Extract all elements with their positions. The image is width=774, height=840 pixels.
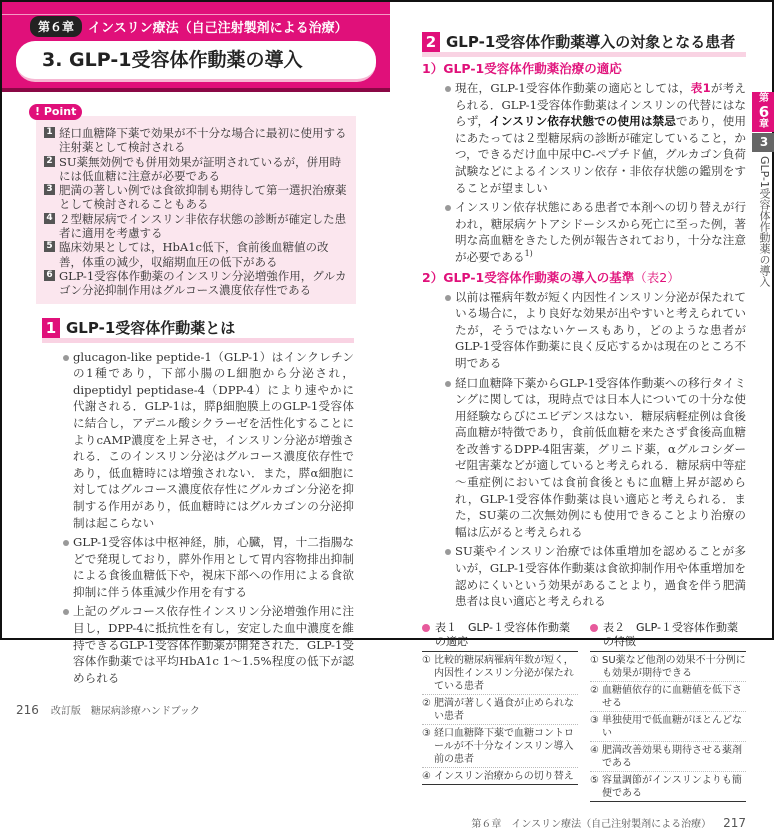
bullet-dot-icon [422, 624, 430, 632]
table-row [422, 768, 578, 785]
text: 表１ GLP-１受容体作動薬の適応 [435, 620, 571, 648]
emphasis: インスリン依存状態での使用は禁忌 [489, 114, 676, 129]
row-number: ① [422, 654, 431, 666]
bullet: GLP-1受容体は中枢神経，肺，心臓，胃，十二指腸などで発現しており，膵外作用として胃内容物排出抑制による食後血糖低下や，視床下部への作用による食欲抑制に伴う体重減少作用を有する [62, 534, 354, 600]
table-ref: （表2） [634, 269, 680, 285]
text: インスリン依存状態にある患者で本剤への切り替えが行われ，糖尿病ケトアシドーシスから死亡に至った例，著明な高血糖をきたした例が報告されており，十分な注意が必要である [455, 200, 746, 264]
section-number: 2 [422, 32, 440, 52]
text: 6 [758, 103, 770, 121]
bullet: glucagon-like peptide-1（GLP-1）はインクレチンの1種であり，下部小腸のL細胞から分泌され，dipeptidyl peptidase-4（DPP-4）により速やかに代謝される．GLP-1は，膵β細胞膜上のGLP-1受容体に結合し，アデニル酸シクラーゼを活性化することによりcAMP濃度を上昇させ，インスリン分泌が増強される．このインスリン分泌はグルコース濃度依存性であり，低血糖時には増強されない．また，膵α細胞に対してはグルコース濃度依存性にグルカゴン分泌を抑制する作用があり，低血糖時にはグルカゴンの分泌抑制は起こらない [62, 349, 354, 532]
row-text: 単独使用で低血糖がほとんどない [602, 714, 742, 739]
footer-right [422, 816, 746, 832]
text: であり，使用にあたっては２型糖尿病の診断が確定していること，かつ，できるだけ血中尿中C-ペプチド値，グルカゴン負荷試験などによるインスリン依存・非依存状態の鑑別をすることが望ましい [455, 114, 746, 195]
right-page [422, 32, 746, 840]
point-item [44, 183, 350, 212]
section-title: GLP-1受容体作動薬導入の対象となる患者 [446, 33, 736, 51]
chapter-running-head: 第６章 インスリン療法（自己注射製剤による治療） [471, 818, 712, 830]
point-label [29, 104, 82, 120]
section-2-heading [422, 32, 746, 57]
bullet [444, 199, 746, 265]
bullet-dot-icon [590, 624, 598, 632]
row-number: ④ [590, 744, 599, 756]
point-item [44, 269, 350, 298]
bullet: 上記のグルコース依存性インスリン分泌増強作用に注目し，DPP-4に抵抗性を有し，安定した血中濃度を維持できるGLP-1受容体作動薬が開発された．GLP-1受容体作動薬では平均HbA1c 1～1.5%程度の低下が認められる [62, 603, 354, 686]
tables-row [422, 621, 746, 802]
chapter-tab[interactable] [752, 92, 774, 132]
row-number: ② [590, 684, 599, 696]
row-number: ⑤ [590, 774, 599, 786]
point-item [44, 240, 350, 269]
text: 2）GLP-1受容体作動薬の導入の基準 [422, 269, 635, 285]
chapter-header-band [2, 2, 390, 92]
point-item [44, 212, 350, 241]
row-text: 容量調節がインスリンよりも簡便である [602, 774, 742, 799]
text: 表２ GLP-１受容体作動薬の特徴 [603, 620, 739, 648]
row-number: ③ [422, 727, 431, 739]
row-text: インスリン治療からの切り替え [434, 770, 574, 782]
section-title: GLP-1受容体作動薬とは [66, 318, 236, 337]
row-number: ③ [590, 714, 599, 726]
row-text: 肥満が著しく過食が止められない患者 [434, 697, 574, 722]
row-number: ④ [422, 770, 431, 782]
citation: 1) [524, 249, 533, 259]
header-stripe [2, 14, 390, 15]
item-text: GLP-1受容体作動薬のインスリン分泌増強作用，グルカゴン分泌抑制作用はグルコース濃度依存性である [59, 268, 347, 298]
page-number: 216 [16, 703, 39, 718]
point-box [36, 116, 356, 304]
item-number: 1 [44, 127, 55, 138]
page-number: 217 [723, 815, 746, 830]
text: Point [43, 105, 77, 118]
table-row [422, 652, 578, 695]
table-row [590, 682, 746, 712]
row-text: 血糖値依存的に血糖値を低下させる [602, 684, 742, 709]
table-row [590, 652, 746, 682]
table-ref-link[interactable]: 表1 [690, 81, 711, 95]
item-number: 5 [44, 241, 55, 252]
title-box [16, 41, 376, 82]
item-number: 2 [44, 156, 55, 167]
left-page [2, 2, 390, 727]
text: が考えられる．GLP-1受容体作動薬はインスリンの代替にはならず， [455, 81, 746, 129]
chapter-title: インスリン療法（自己注射製剤による治療） [88, 21, 348, 36]
table-2 [590, 621, 746, 802]
item-text: ２型糖尿病でインスリン非依存状態の診断が確定した患者に適用を考慮する [59, 211, 347, 241]
bullet [444, 80, 746, 196]
chapter-badge: 第６章 [30, 16, 82, 37]
exclamation-icon: ! [35, 105, 44, 118]
page-title: 3. GLP-1受容体作動薬の導入 [42, 49, 303, 71]
item-number: 6 [44, 270, 55, 281]
item-number: 4 [44, 213, 55, 224]
section-number: 1 [42, 318, 60, 338]
item-text: 経口血糖降下薬で効果が不十分な場合に最初に使用する注射薬として検討される [59, 126, 347, 155]
item-text: SU薬無効例でも併用効果が証明されているが，併用時には低血糖に注意が必要である [59, 154, 342, 183]
table-1 [422, 621, 578, 802]
row-text: 肥満改善効果も期待させる薬剤である [602, 744, 742, 769]
section-tab-title: GLP-1受容体作動薬の導入 [758, 156, 771, 288]
row-text: 比較的糖尿病罹病年数が短く，内因性インスリン分泌が保たれている患者 [434, 654, 574, 692]
bullet: 経口血糖降下薬からGLP-1受容体作動薬への移行タイミングに関しては，現時点では日本人についての十分な使用経験ならびにエビデンスはない．糖尿病軽症例は食後高血糖が特徴であり，食前低血糖を来たさず食後高血糖を改善するDPP-4阻害薬，グリニド薬，αグルコシダーゼ阻害薬などが適していると考えられる．糖尿病中等症～重症例においては食前食後ともに血糖上昇が認められ，GLP-1受容体作動薬は良い適応と考えられる．また，SU薬の二次無効例にも使用できることより治療の幅は広がると考えられる [444, 375, 746, 541]
book-title: 改訂版 糖尿病診療ハンドブック [50, 706, 200, 718]
point-section [29, 100, 356, 304]
footer-left [16, 703, 390, 719]
section-2 [422, 32, 746, 613]
table-2-title [590, 621, 746, 652]
row-number: ① [590, 654, 599, 666]
row-text: SU薬など他剤の効果不十分例にも効果が期待できる [602, 654, 746, 679]
chapter-row [30, 16, 376, 37]
table-row [422, 725, 578, 768]
table-row [590, 742, 746, 772]
section-1-heading [42, 318, 354, 343]
table-row [590, 712, 746, 742]
table-row [590, 772, 746, 802]
table-1-title [422, 621, 578, 652]
table-2-rows [590, 652, 746, 802]
point-list [44, 126, 350, 298]
text: 章 [759, 119, 769, 130]
row-number: ② [422, 697, 431, 709]
point-item [44, 155, 350, 184]
point-item [44, 126, 350, 155]
subsection-2-title [422, 270, 746, 286]
row-text: 経口血糖降下薬で血糖コントロールが不十分なインスリン導入前の患者 [434, 727, 574, 765]
section-1 [42, 318, 354, 690]
section-tab[interactable]: 3 [752, 133, 774, 152]
item-number: 3 [44, 184, 55, 195]
subsection-1-title: 1）GLP-1受容体作動薬治療の適応 [422, 61, 622, 76]
item-text: 臨床効果としては，HbA1c低下，食前後血糖値の改善，体重の減少，収縮期血圧の低下がある [59, 240, 329, 269]
item-text: 肥満の著しい例では食欲抑制も期待して第一選択治療薬として検討されることもある [59, 183, 347, 212]
text: 第 [759, 93, 769, 104]
text: 現在，GLP-1受容体作動薬の適応としては， [455, 81, 691, 95]
table-row [422, 695, 578, 725]
bullet: SU薬やインスリン治療では体重増加を認めることが多いが，GLP-1受容体作動薬は食欲抑制作用や体重増加を認めにくいという効果があることより，過食を伴う肥満患者は良い適応と考えられる [444, 543, 746, 609]
bullet: 以前は罹病年数が短く内因性インスリン分泌が保たれている場合に，より良好な効果が出やすいと考えられていたが，そうではないケースもあり，どのような患者がGLP-1受容体作動薬に良く反応するかは現在のところ不明である [444, 289, 746, 372]
table-1-rows [422, 652, 578, 785]
